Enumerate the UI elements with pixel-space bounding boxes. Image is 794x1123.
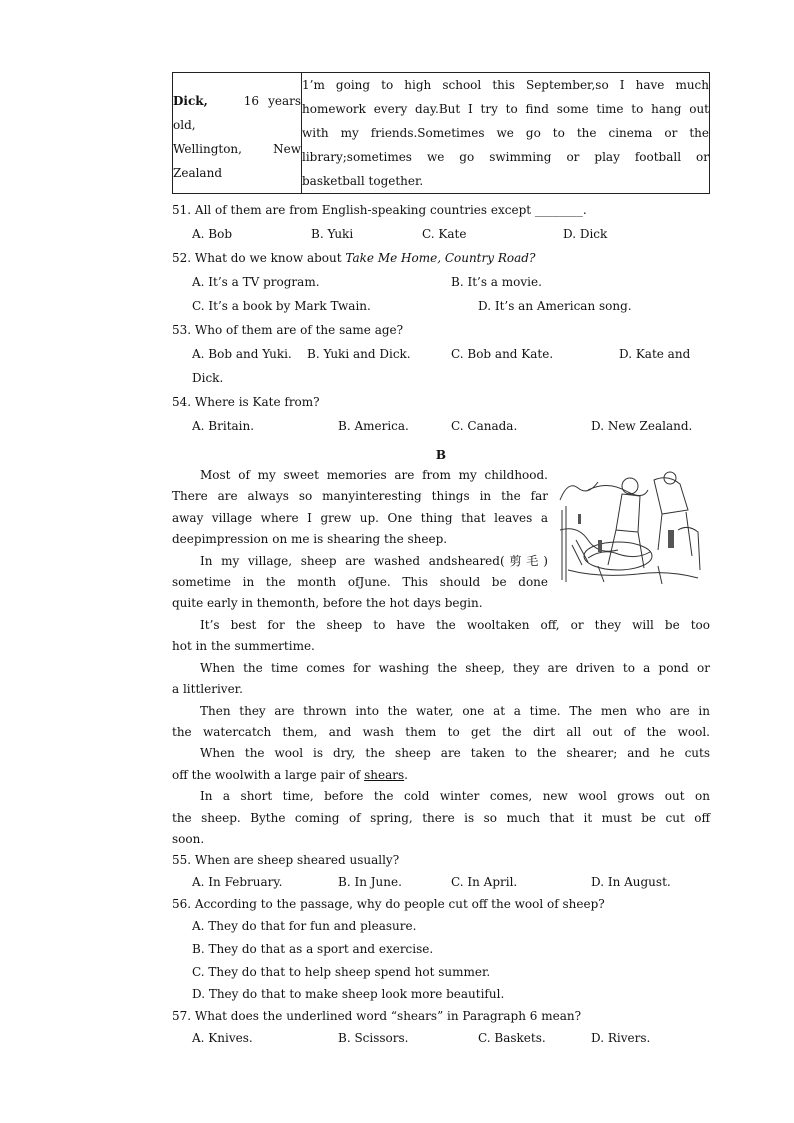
- passage-line: Most of my sweet memories are from my childhood.: [200, 468, 548, 482]
- q51-option-a: A. Bob: [192, 227, 233, 241]
- q52-stem-end: ?: [528, 251, 536, 265]
- passage-line: Then they are thrown into the water, one at a time. The men who are in: [200, 703, 710, 718]
- q54-option-a: A. Britain.: [192, 419, 255, 433]
- question-53-stem: 53. Who of them are of the same age?: [172, 323, 404, 337]
- q57-option-a: A. Knives.: [192, 1031, 253, 1045]
- profile-line: [173, 89, 301, 113]
- passage-line: quite early in themonth, before the hot days begin.: [172, 596, 483, 611]
- q55-option-c: C. In April.: [451, 875, 518, 889]
- q53-option-c: C. Bob and Kate.: [451, 347, 554, 361]
- q51-option-c: C. Kate: [422, 227, 467, 241]
- passage-line: deepimpression on me is shearing the sheep.: [172, 532, 448, 547]
- q52-option-d: D. It’s an American song.: [478, 299, 632, 313]
- q56-option-d: D. They do that to make sheep look more beautiful.: [192, 987, 505, 1001]
- q52-option-c: C. It’s a book by Mark Twain.: [192, 299, 371, 313]
- profile-text-line: basketball together.: [302, 174, 424, 188]
- profile-text-line: 1’m going to high school this September,so I have much: [302, 78, 709, 92]
- q57-option-c: C. Baskets.: [478, 1031, 546, 1045]
- passage-line: In my village, sheep are washed andsheared(剪毛): [200, 553, 548, 568]
- passage-paragraph-3: [172, 615, 710, 850]
- profile-age: 16 years: [243, 94, 302, 108]
- question-55-stem: 55. When are sheep sheared usually?: [172, 853, 400, 867]
- profile-text-cell: [302, 73, 710, 194]
- q56-option-c: C. They do that to help sheep spend hot summer.: [192, 965, 491, 979]
- passage-line: When the time comes for washing the sheep, they are driven to a pond or: [200, 660, 710, 675]
- q53-option-a: A. Bob and Yuki.: [192, 347, 292, 361]
- passage-line: When the wool is dry, the sheep are taken to the shearer; and he cuts: [200, 746, 710, 761]
- q54-option-d: D. New Zealand.: [591, 419, 693, 433]
- question-57-stem: 57. What does the underlined word “shears” in Paragraph 6 mean?: [172, 1009, 582, 1023]
- passage-paragraph-1: [172, 465, 548, 615]
- question-56-stem: 56. According to the passage, why do people cut off the wool of sheep?: [172, 897, 605, 911]
- profile-name: Dick,: [173, 94, 208, 108]
- passage-line: In a short time, before the cold winter comes, new wool grows out on: [200, 789, 710, 804]
- q55-option-d: D. In August.: [591, 875, 671, 889]
- question-52-stem: [172, 248, 535, 268]
- q56-option-a: A. They do that for fun and pleasure.: [192, 919, 417, 933]
- q57-option-b: B. Scissors.: [338, 1031, 409, 1045]
- page: [172, 72, 710, 1045]
- underlined-word-shears: shears: [364, 767, 405, 782]
- q54-option-c: C. Canada.: [451, 419, 518, 433]
- passage-line: It’s best for the sheep to have the wooltaken off, or they will be too: [200, 618, 710, 632]
- q55-option-b: B. In June.: [338, 875, 402, 889]
- q54-option-b: B. America.: [338, 419, 409, 433]
- profile-table: [172, 72, 710, 194]
- section-heading: B: [435, 448, 447, 462]
- q53-option-b: B. Yuki and Dick.: [307, 347, 411, 361]
- passage-line: sometime in the month ofJune. This should be done: [172, 575, 548, 590]
- q52-option-a: A. It’s a TV program.: [192, 275, 320, 289]
- q52-option-b: B. It’s a movie.: [451, 275, 542, 289]
- q53-option-d: D. Kate and: [619, 347, 691, 361]
- passage-line: [172, 765, 710, 786]
- q57-option-d: D. Rivers.: [591, 1031, 651, 1045]
- q55-option-a: A. In February.: [192, 875, 283, 889]
- q52-stem-text: 52. What do we know about: [172, 251, 346, 265]
- profile-line: Wellington, New: [173, 142, 301, 156]
- question-54-stem: 54. Where is Kate from?: [172, 395, 320, 409]
- profile-text-line: with my friends.Sometimes we go to the cinema or the: [302, 126, 709, 140]
- passage-line: soon.: [172, 832, 205, 847]
- passage-line: the sheep. Bythe coming of spring, there is so much that it must be cut off: [172, 810, 710, 825]
- profile-line: old,: [173, 118, 196, 132]
- passage-line: away village where I grew up. One thing that leaves a: [172, 510, 548, 525]
- passage-line: hot in the summertime.: [172, 639, 315, 654]
- profile-cell: [173, 73, 302, 194]
- passage-line: the watercatch them, and wash them to get the dirt all out of the wool.: [172, 725, 710, 740]
- profile-text-line: library;sometimes we go swimming or play football or: [302, 150, 709, 164]
- passage-line: a littleriver.: [172, 682, 243, 697]
- question-51-stem: 51. All of them are from English-speaking countries except ________.: [172, 203, 587, 217]
- q53-option-d-cont: Dick.: [192, 371, 224, 385]
- q56-option-b: B. They do that as a sport and exercise.: [192, 942, 434, 956]
- sheep-shearing-illustration: [558, 470, 704, 588]
- q52-song-title: Take Me Home, Country Road: [345, 251, 529, 265]
- profile-line: Zealand: [173, 166, 222, 180]
- passage-line: There are always so manyinteresting things in the far: [172, 489, 548, 504]
- p6-text: off the woolwith a large pair of: [172, 767, 365, 782]
- q51-option-d: D. Dick: [563, 227, 608, 241]
- profile-text-line: homework every day.But I try to find some time to hang out: [302, 102, 709, 116]
- p6-period: .: [404, 767, 408, 782]
- q51-option-b: B. Yuki: [311, 227, 354, 241]
